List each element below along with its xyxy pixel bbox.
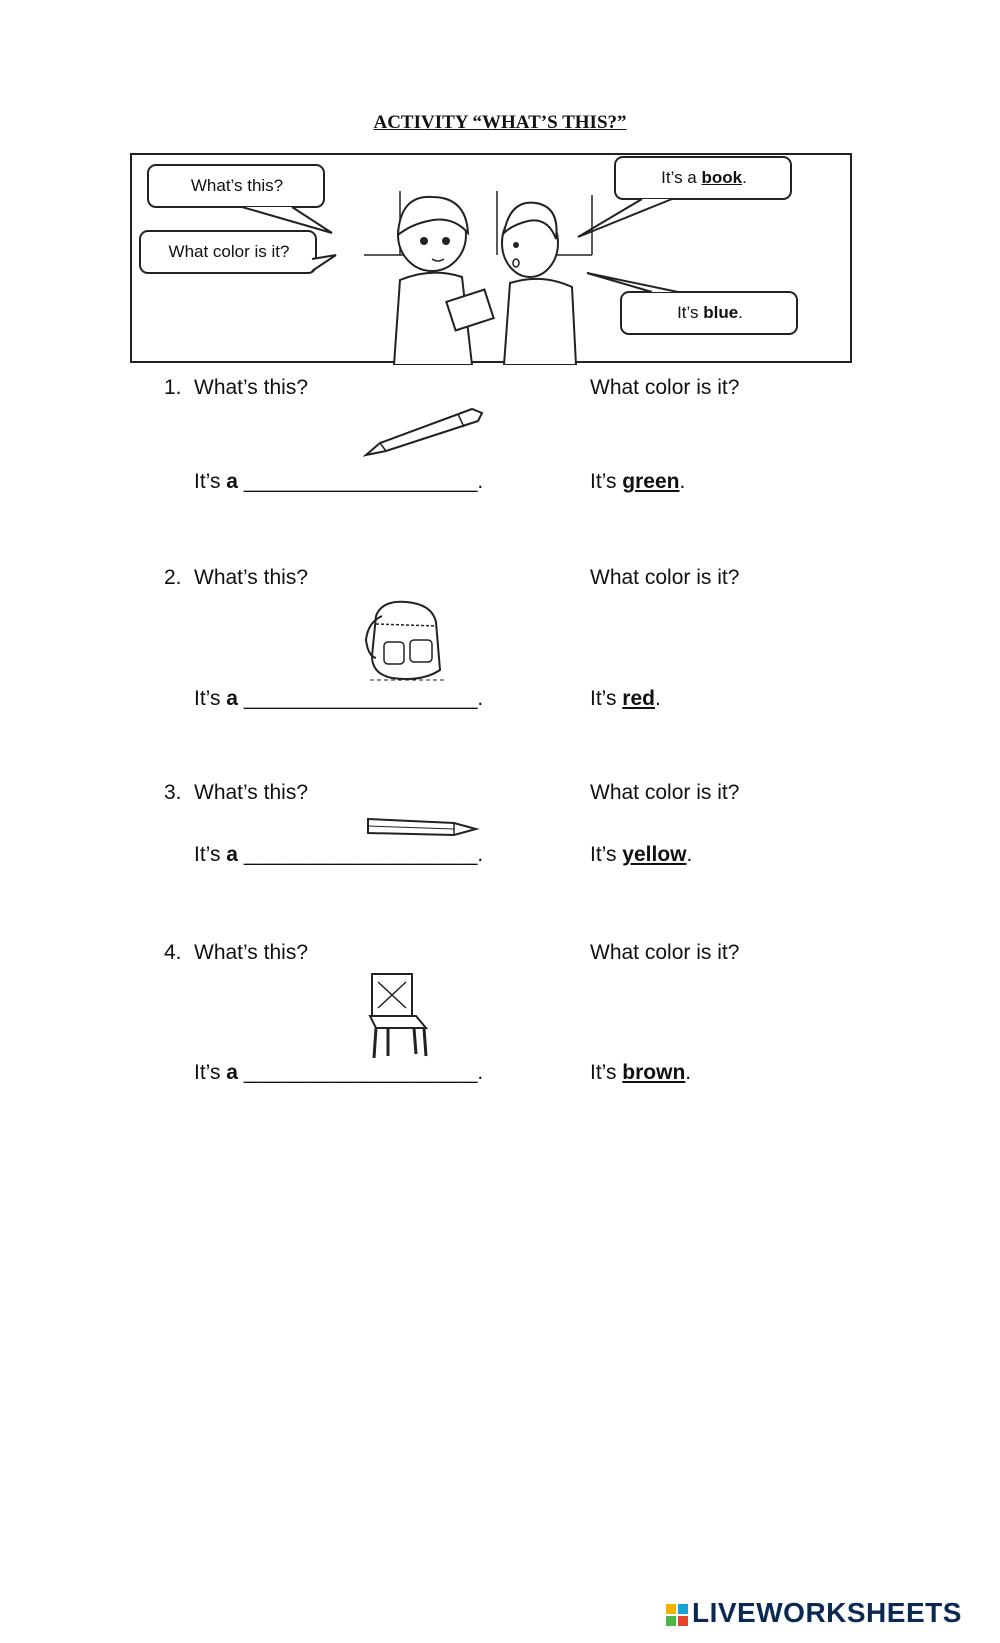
exercise-1-color-answer xyxy=(590,470,685,494)
exercise-4-color-question: What color is it? xyxy=(590,941,740,964)
exercise-3-answer xyxy=(194,843,483,867)
color-word: red xyxy=(622,687,655,710)
exercise-3-color-answer xyxy=(590,843,692,867)
exercise-2-answer xyxy=(194,687,483,711)
exercise-3-blank[interactable]: ____________________ xyxy=(243,843,478,866)
color-word: yellow xyxy=(622,843,687,866)
exercise-2-color-question: What color is it? xyxy=(590,566,740,589)
exercise-1-number: 1. xyxy=(164,376,182,399)
color-prefix: It’s xyxy=(590,470,623,493)
exercise-3-color-question: What color is it? xyxy=(590,781,740,804)
answer-prefix: It’s xyxy=(194,843,227,866)
exercise-4-color-answer xyxy=(590,1061,691,1085)
exercise-2-color-answer xyxy=(590,687,661,711)
answer-period: . xyxy=(477,687,484,710)
answer-prefix: It’s xyxy=(194,1061,227,1084)
color-period: . xyxy=(679,470,686,493)
dialogue-scene xyxy=(130,153,852,363)
bubble-its-blue xyxy=(621,304,799,321)
color-prefix: It’s xyxy=(590,687,623,710)
exercise-3-number: 3. xyxy=(164,781,182,804)
bubble-book-word: book xyxy=(701,168,743,187)
color-prefix: It’s xyxy=(590,843,623,866)
answer-article: a xyxy=(226,687,238,710)
exercise-2-blank[interactable]: ____________________ xyxy=(243,687,478,710)
answer-period: . xyxy=(477,1061,484,1084)
answer-period: . xyxy=(477,470,484,493)
exercise-4-blank[interactable]: ____________________ xyxy=(243,1061,478,1084)
exercise-4-number: 4. xyxy=(164,941,182,964)
bubble-its-a-book xyxy=(615,169,793,186)
answer-prefix: It’s xyxy=(194,470,227,493)
bubble-blue-period: . xyxy=(738,303,743,322)
page-title: ACTIVITY “WHAT’S THIS?” xyxy=(373,112,627,133)
exercise-3-question: What’s this? xyxy=(194,781,308,804)
color-period: . xyxy=(685,1061,692,1084)
exercise-2-number: 2. xyxy=(164,566,182,589)
color-word: green xyxy=(622,470,680,493)
bubble-blue-prefix: It’s xyxy=(677,303,704,322)
exercise-1-color-question: What color is it? xyxy=(590,376,740,399)
color-word: brown xyxy=(622,1061,686,1084)
exercise-1-answer xyxy=(194,470,483,494)
color-prefix: It’s xyxy=(590,1061,623,1084)
exercise-1-blank[interactable]: ____________________ xyxy=(243,470,478,493)
answer-article: a xyxy=(226,470,238,493)
chair-icon xyxy=(366,970,436,1062)
color-period: . xyxy=(654,687,661,710)
exercise-4-question: What’s this? xyxy=(194,941,308,964)
liveworksheets-logo-icon xyxy=(666,1604,688,1626)
bubble-book-prefix: It’s a xyxy=(661,168,702,187)
bubble-blue-word: blue xyxy=(703,303,739,322)
backpack-icon xyxy=(362,596,452,686)
bubble-what-color: What color is it? xyxy=(168,242,290,261)
bubble-what-this: What’s this? xyxy=(190,176,284,195)
color-period: . xyxy=(686,843,693,866)
answer-prefix: It’s xyxy=(194,687,227,710)
exercise-4-answer xyxy=(194,1061,483,1085)
exercise-2-question: What’s this? xyxy=(194,566,308,589)
footer-brand[interactable]: LIVEWORKSHEETS xyxy=(692,1597,962,1628)
bubble-book-period: . xyxy=(742,168,747,187)
answer-period: . xyxy=(477,843,484,866)
exercise-1-question: What’s this? xyxy=(194,376,308,399)
pen-icon xyxy=(362,405,492,460)
answer-article: a xyxy=(226,843,238,866)
answer-article: a xyxy=(226,1061,238,1084)
pencil-icon xyxy=(364,813,482,843)
